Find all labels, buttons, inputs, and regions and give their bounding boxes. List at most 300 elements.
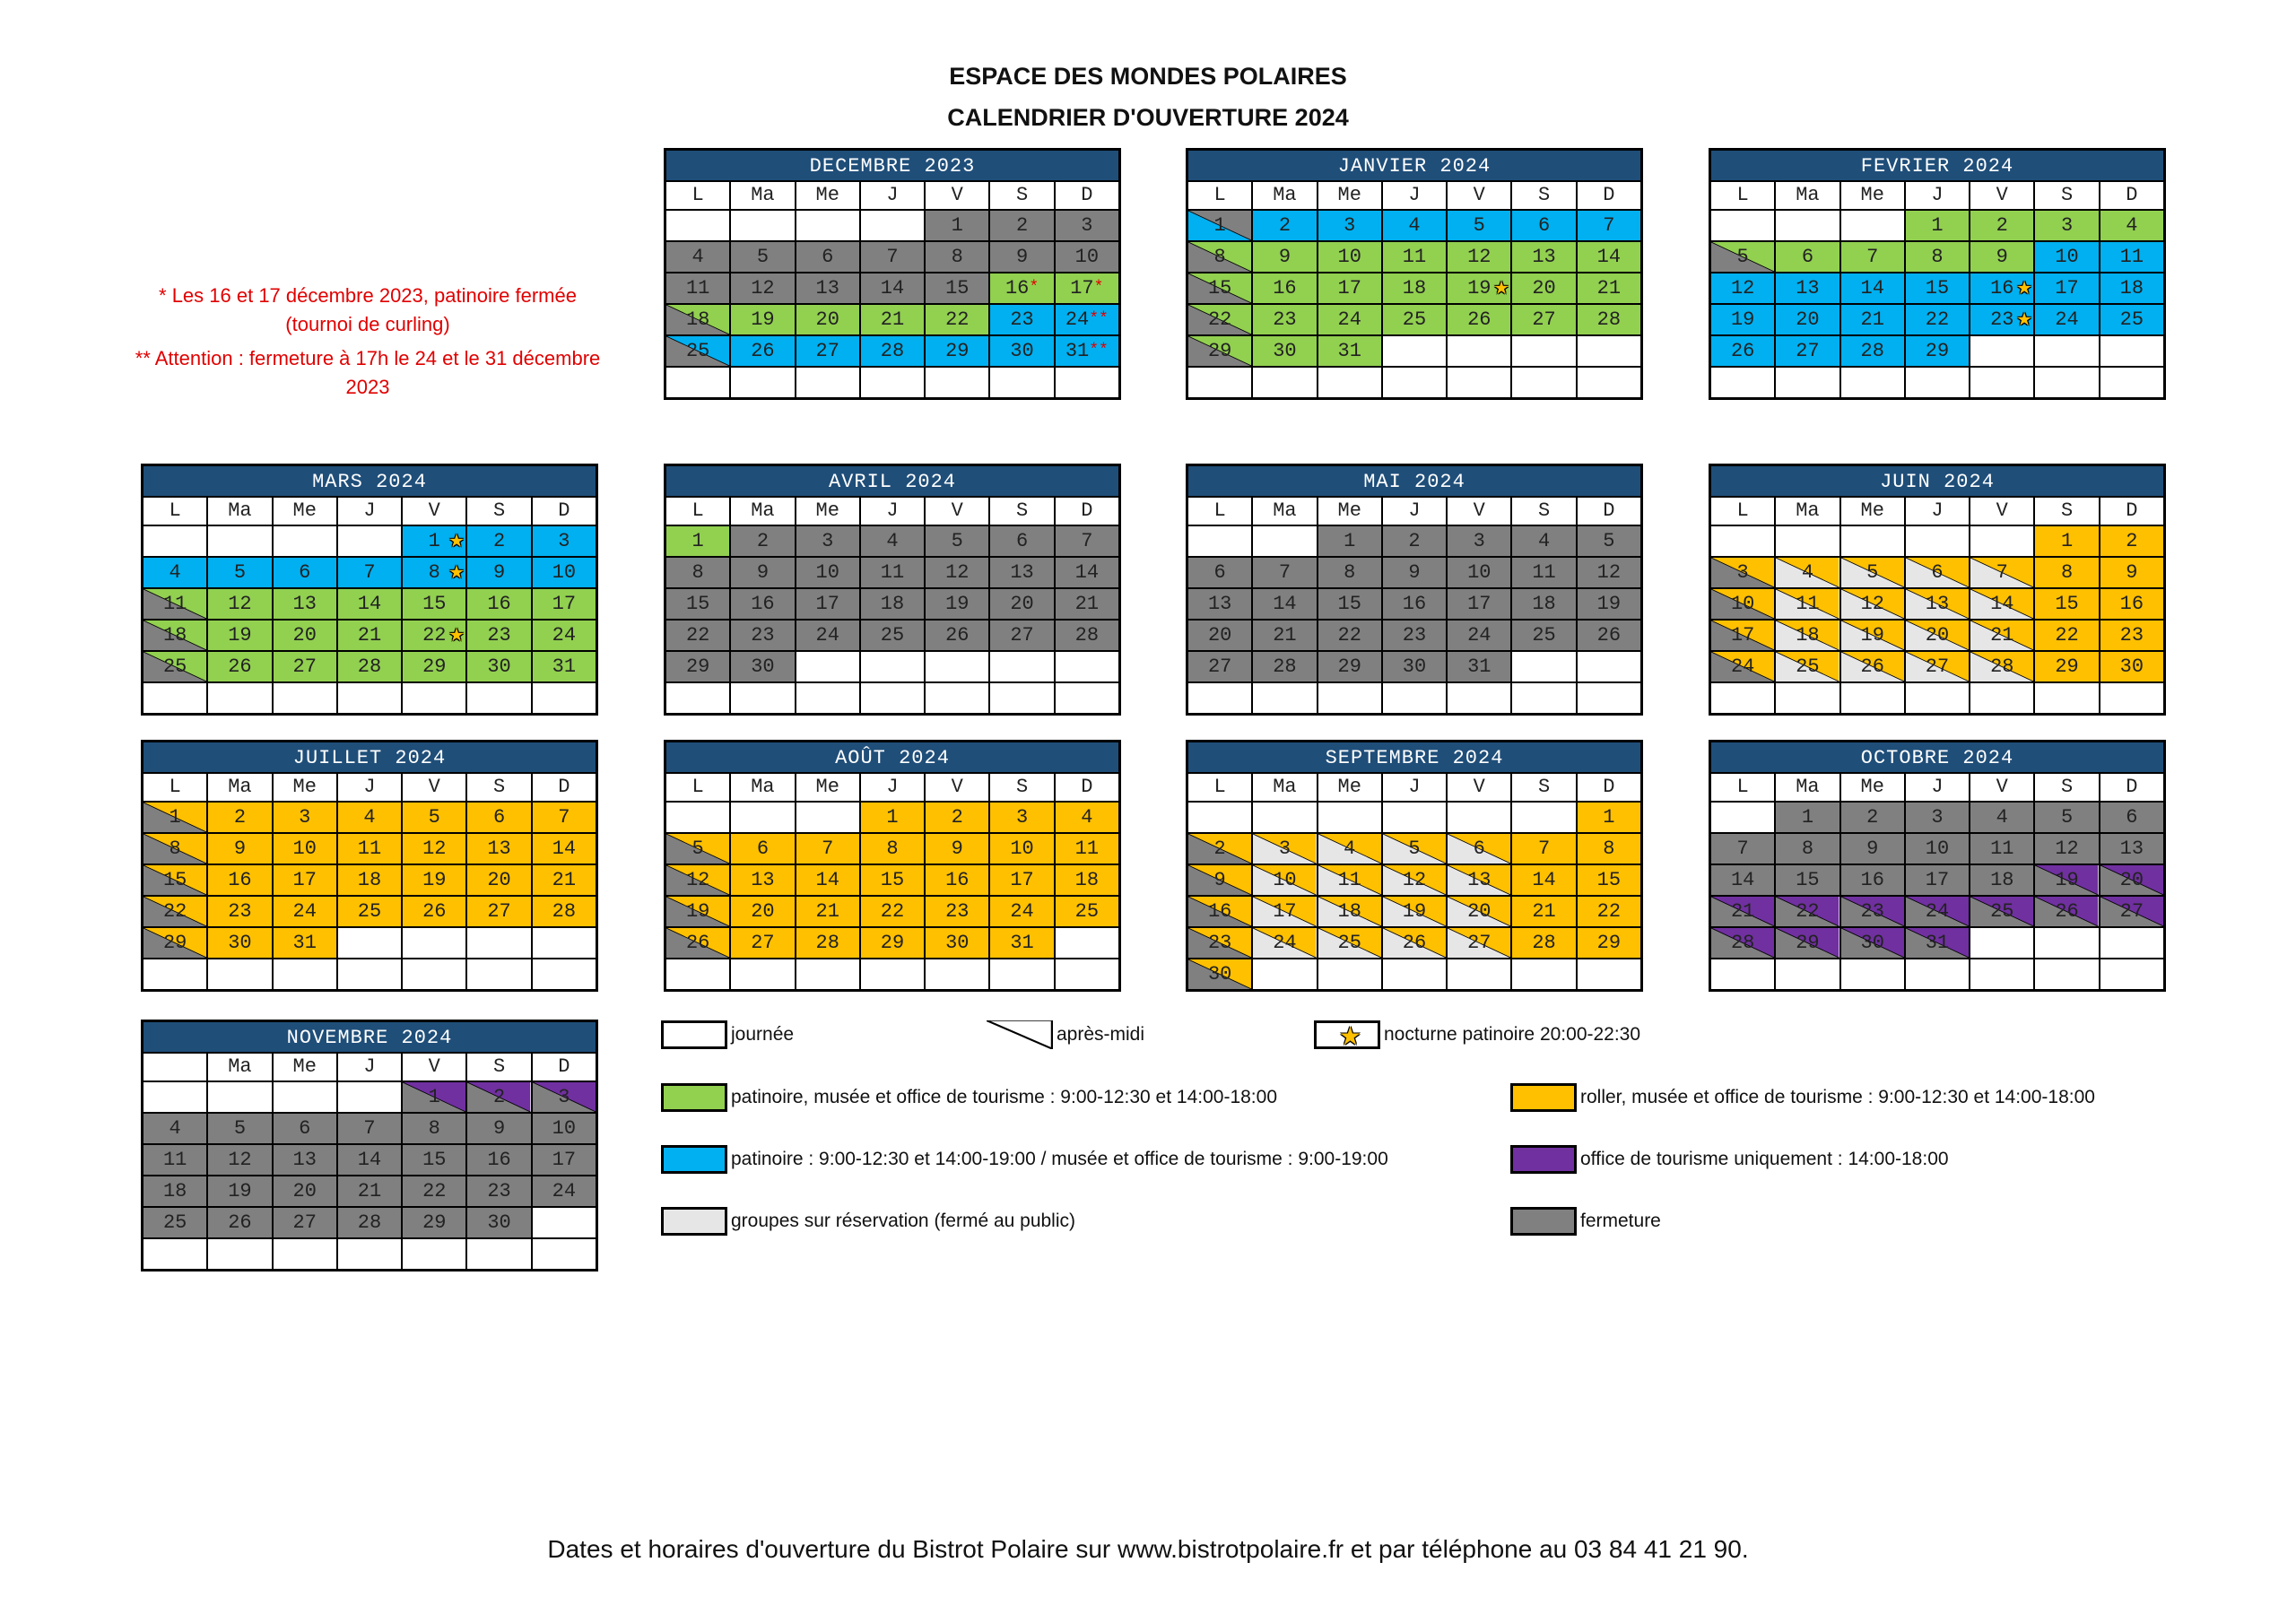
day-number: 26 [1467, 308, 1492, 331]
day-number: 5 [1473, 214, 1485, 237]
day-cell [2100, 211, 2163, 240]
day-cell [274, 558, 336, 587]
day-cell [1383, 621, 1446, 650]
weekday-header: D [2100, 498, 2163, 525]
day-number: 8 [951, 246, 963, 268]
weekday-header: Me [274, 774, 336, 801]
day-cell [1318, 336, 1381, 366]
day-cell [731, 305, 794, 334]
day-number: 23 [1860, 900, 1884, 923]
day-number: 10 [552, 561, 577, 584]
day-cell [666, 589, 729, 619]
day-number: 22 [685, 624, 710, 647]
day-cell [666, 865, 729, 895]
note-marker: ** [1089, 342, 1109, 360]
legend-grey [1510, 1207, 1661, 1236]
day-number: 11 [685, 277, 710, 299]
empty-day-cell [1056, 652, 1118, 681]
day-number: 20 [751, 900, 775, 923]
day-number: 15 [2055, 593, 2079, 615]
day-cell [208, 558, 271, 587]
day-cell [1578, 211, 1640, 240]
day-number: 17 [2055, 277, 2079, 299]
day-cell [403, 526, 465, 556]
weekday-header: S [2035, 182, 2098, 209]
day-number: 6 [822, 246, 834, 268]
day-number: 20 [1532, 277, 1556, 299]
day-number: 24 [815, 624, 839, 647]
weekday-header: J [338, 774, 401, 801]
month-calendar [664, 464, 1121, 716]
day-number: 14 [1730, 869, 1755, 891]
day-number: 18 [685, 308, 710, 331]
day-number: 4 [886, 530, 899, 552]
day-number: 21 [1273, 624, 1297, 647]
day-number: 7 [1603, 214, 1615, 237]
day-number: 10 [815, 561, 839, 584]
day-cell [990, 865, 1053, 895]
day-number: 6 [492, 806, 506, 829]
empty-day-cell [144, 1239, 206, 1269]
empty-day-cell [861, 959, 924, 989]
day-cell [1776, 865, 1839, 895]
day-cell [467, 1208, 530, 1237]
weekday-header: V [1970, 182, 2033, 209]
weekday-header: D [1056, 774, 1118, 801]
day-number: 24 [1065, 308, 1090, 331]
day-cell [403, 1145, 465, 1175]
empty-day-cell [2035, 928, 2098, 958]
day-cell [533, 865, 596, 895]
empty-day-cell [666, 959, 729, 989]
day-number: 21 [1074, 593, 1100, 615]
day-number: 15 [1207, 277, 1232, 299]
empty-day-cell [533, 928, 596, 958]
day-number: 14 [1596, 246, 1622, 268]
month-title: AVRIL 2024 [664, 464, 1121, 496]
day-number: 29 [880, 932, 905, 954]
day-number: 27 [292, 1211, 317, 1234]
day-number: 11 [357, 838, 382, 860]
weekday-header: V [926, 498, 988, 525]
empty-day-cell [990, 959, 1053, 989]
day-cell [144, 621, 206, 650]
day-number: 26 [945, 624, 970, 647]
day-number: 20 [2119, 869, 2144, 891]
day-number: 27 [1925, 655, 1950, 678]
day-cell [2035, 305, 2098, 334]
weekday-header: V [926, 774, 988, 801]
weekday-header: Me [1841, 774, 1904, 801]
month-title: MAI 2024 [1186, 464, 1643, 496]
month-calendar [1186, 740, 1643, 992]
legend-green-swatch [661, 1083, 727, 1112]
weekday-header: J [1906, 774, 1969, 801]
day-number: 18 [1990, 869, 2014, 891]
day-cell [1056, 621, 1118, 650]
empty-day-cell [1906, 959, 1969, 989]
day-number: 12 [228, 593, 252, 615]
day-number: 31 [1337, 340, 1361, 362]
day-cell [2100, 558, 2163, 587]
day-number: 12 [1860, 593, 1884, 615]
legend-grey-label: fermeture [1580, 1211, 1661, 1231]
day-cell [2035, 273, 2098, 303]
day-cell [467, 1176, 530, 1206]
day-number: 15 [1796, 869, 1820, 891]
day-cell [274, 1208, 336, 1237]
day-number: 18 [357, 869, 382, 891]
day-cell [274, 897, 336, 926]
month-title: AOÛT 2024 [664, 740, 1121, 772]
weekday-header: L [666, 774, 729, 801]
day-number: 24 [552, 624, 577, 647]
legend-blue-swatch [661, 1145, 727, 1174]
day-number: 7 [1736, 838, 1749, 860]
day-number: 21 [815, 900, 839, 923]
day-number: 22 [1596, 900, 1622, 923]
day-cell [2100, 621, 2163, 650]
day-number: 21 [1860, 308, 1884, 331]
empty-day-cell [338, 928, 401, 958]
day-cell [2100, 589, 2163, 619]
day-number: 19 [2055, 869, 2079, 891]
empty-day-cell [926, 652, 988, 681]
empty-day-cell [1711, 803, 1774, 832]
day-number: 16 [1273, 277, 1297, 299]
day-cell [1188, 273, 1251, 303]
day-cell [990, 558, 1053, 587]
day-cell [731, 589, 794, 619]
day-number: 4 [1996, 806, 2008, 829]
empty-day-cell [1711, 211, 1774, 240]
day-cell [1970, 621, 2033, 650]
month-calendar [1186, 148, 1643, 400]
day-number: 25 [357, 900, 382, 923]
day-number: 29 [2055, 655, 2079, 678]
day-cell [2035, 621, 2098, 650]
day-number: 19 [1596, 593, 1622, 615]
day-number: 30 [1860, 932, 1884, 954]
day-number: 19 [228, 1180, 252, 1202]
day-cell [208, 803, 271, 832]
weekday-header: L [144, 774, 206, 801]
day-cell [1711, 652, 1774, 681]
day-number: 15 [1337, 593, 1361, 615]
empty-day-cell [1448, 959, 1510, 989]
empty-day-cell [338, 683, 401, 713]
day-cell [1448, 273, 1510, 303]
empty-day-cell [2035, 368, 2098, 397]
day-cell [338, 589, 401, 619]
weekday-header: L [1711, 498, 1774, 525]
day-number: 25 [1532, 624, 1556, 647]
day-cell [1253, 589, 1316, 619]
empty-day-cell [208, 526, 271, 556]
weekday-header: Me [1841, 182, 1904, 209]
day-cell [1711, 589, 1774, 619]
empty-day-cell [1188, 803, 1251, 832]
day-cell [926, 589, 988, 619]
day-number: 12 [422, 838, 447, 860]
day-number: 22 [422, 624, 447, 647]
day-number: 17 [1070, 277, 1094, 299]
day-number: 4 [1801, 561, 1814, 584]
day-cell [1253, 621, 1316, 650]
day-cell [1056, 834, 1118, 864]
day-number: 30 [945, 932, 970, 954]
month-title: JUIN 2024 [1709, 464, 2166, 496]
weekday-header: Me [274, 1054, 336, 1081]
day-number: 24 [1467, 624, 1492, 647]
day-cell [926, 803, 988, 832]
day-number: 20 [292, 624, 317, 647]
day-number: 13 [815, 277, 839, 299]
day-cell [1318, 621, 1381, 650]
day-cell [1906, 589, 1969, 619]
day-cell [533, 1176, 596, 1206]
day-cell [1383, 897, 1446, 926]
day-number: 8 [1801, 838, 1814, 860]
weekday-header: Ma [1776, 774, 1839, 801]
day-cell [1318, 865, 1381, 895]
day-cell [1318, 526, 1381, 556]
day-number: 30 [751, 655, 775, 678]
day-number: 18 [2119, 277, 2144, 299]
day-number: 9 [233, 838, 247, 860]
day-cell [144, 834, 206, 864]
day-number: 28 [1860, 340, 1884, 362]
day-cell [2100, 273, 2163, 303]
day-cell [1841, 928, 1904, 958]
month-title: FEVRIER 2024 [1709, 148, 2166, 180]
day-cell [274, 1114, 336, 1143]
legend-apres-midi-label: après-midi [1057, 1024, 1145, 1045]
empty-day-cell [1253, 683, 1316, 713]
day-number: 25 [1990, 900, 2014, 923]
day-number: 11 [1990, 838, 2014, 860]
day-number: 10 [1467, 561, 1492, 584]
day-number: 8 [1931, 246, 1944, 268]
empty-day-cell [1383, 336, 1446, 366]
day-number: 24 [1337, 308, 1361, 331]
day-number: 21 [880, 308, 905, 331]
month-grid [1709, 772, 2166, 992]
day-cell [2035, 242, 2098, 272]
day-cell [1841, 273, 1904, 303]
weekday-header: Ma [1776, 182, 1839, 209]
day-cell [467, 621, 530, 650]
day-cell [731, 652, 794, 681]
day-cell [1841, 336, 1904, 366]
day-cell [731, 621, 794, 650]
day-cell [1512, 558, 1575, 587]
day-cell [1448, 928, 1510, 958]
day-cell [1253, 336, 1316, 366]
day-number: 1 [169, 806, 181, 829]
day-cell [731, 558, 794, 587]
day-cell [666, 834, 729, 864]
day-number: 11 [162, 1149, 187, 1171]
day-number: 28 [1273, 655, 1297, 678]
day-number: 8 [1344, 561, 1356, 584]
day-cell [926, 621, 988, 650]
day-cell [1512, 928, 1575, 958]
month-grid [664, 180, 1121, 400]
day-number: 13 [1925, 593, 1950, 615]
empty-day-cell [403, 683, 465, 713]
day-cell [1970, 558, 2033, 587]
day-number: 23 [945, 900, 970, 923]
month-grid [1186, 772, 1643, 992]
day-cell [1448, 897, 1510, 926]
day-cell [338, 1208, 401, 1237]
day-cell [274, 652, 336, 681]
day-number: 5 [756, 246, 770, 268]
day-number: 7 [822, 838, 834, 860]
day-cell [1970, 865, 2033, 895]
day-cell [1711, 928, 1774, 958]
day-number: 13 [292, 1149, 317, 1171]
note-marker: ** [1089, 310, 1109, 328]
day-cell [1512, 621, 1575, 650]
weekday-header: Ma [1776, 498, 1839, 525]
day-cell [1841, 242, 1904, 272]
day-cell [1383, 211, 1446, 240]
empty-day-cell [1448, 683, 1510, 713]
day-number: 23 [2119, 624, 2144, 647]
day-cell [796, 336, 859, 366]
weekday-header: J [338, 498, 401, 525]
day-cell [467, 558, 530, 587]
day-cell [1970, 211, 2033, 240]
day-cell [990, 526, 1053, 556]
day-number: 29 [1596, 932, 1622, 954]
day-cell [990, 336, 1053, 366]
day-number: 6 [1473, 838, 1485, 860]
day-number: 25 [880, 624, 905, 647]
empty-day-cell [338, 1082, 401, 1112]
day-cell [1253, 897, 1316, 926]
day-number: 4 [2126, 214, 2138, 237]
weekday-header: D [2100, 774, 2163, 801]
month-title: SEPTEMBRE 2024 [1186, 740, 1643, 772]
empty-day-cell [731, 959, 794, 989]
day-cell [2100, 305, 2163, 334]
empty-day-cell [1188, 368, 1251, 397]
day-cell [1512, 834, 1575, 864]
day-cell [1841, 621, 1904, 650]
day-cell [208, 652, 271, 681]
empty-day-cell [731, 803, 794, 832]
day-cell [533, 834, 596, 864]
note-marker: * [1093, 279, 1104, 297]
day-cell [1512, 589, 1575, 619]
day-cell [666, 652, 729, 681]
day-number: 25 [685, 340, 710, 362]
empty-day-cell [1776, 211, 1839, 240]
weekday-header: Me [1318, 774, 1381, 801]
day-number: 6 [299, 1117, 311, 1140]
day-number: 2 [1996, 214, 2008, 237]
month-calendar [664, 740, 1121, 992]
legend-light-label: groupes sur réservation (fermé au public) [731, 1211, 1076, 1231]
empty-day-cell [990, 368, 1053, 397]
empty-day-cell [1383, 368, 1446, 397]
day-number: 30 [228, 932, 252, 954]
day-number: 7 [886, 246, 899, 268]
empty-day-cell [533, 1239, 596, 1269]
day-cell [1056, 273, 1118, 303]
day-cell [926, 211, 988, 240]
day-cell [208, 928, 271, 958]
day-cell [1188, 589, 1251, 619]
empty-day-cell [1970, 928, 2033, 958]
day-cell [926, 928, 988, 958]
day-number: 4 [1408, 214, 1421, 237]
day-cell [1188, 336, 1251, 366]
day-number: 2 [1408, 530, 1421, 552]
day-cell [2035, 211, 2098, 240]
calendar-subtitle: CALENDRIER D'OUVERTURE 2024 [947, 104, 1349, 131]
empty-day-cell [731, 211, 794, 240]
day-cell [338, 1114, 401, 1143]
day-number: 15 [1925, 277, 1950, 299]
day-number: 19 [422, 869, 447, 891]
weekday-header: L [1711, 774, 1774, 801]
day-cell [926, 273, 988, 303]
day-cell [403, 803, 465, 832]
day-cell [1056, 526, 1118, 556]
day-number: 20 [1925, 624, 1950, 647]
day-cell [1448, 652, 1510, 681]
day-number: 1 [428, 1086, 440, 1108]
day-cell [1448, 834, 1510, 864]
day-cell [2100, 242, 2163, 272]
day-number: 10 [2055, 246, 2079, 268]
day-number: 19 [228, 624, 252, 647]
weekday-header: Me [1841, 498, 1904, 525]
day-number: 28 [552, 900, 577, 923]
day-cell [1318, 928, 1381, 958]
day-cell [861, 273, 924, 303]
day-number: 5 [2060, 806, 2074, 829]
day-number: 14 [1074, 561, 1100, 584]
day-number: 5 [233, 1117, 247, 1140]
star-icon: ★ [448, 559, 465, 586]
day-cell [338, 621, 401, 650]
day-number: 2 [492, 530, 506, 552]
day-number: 7 [363, 561, 376, 584]
empty-day-cell [861, 683, 924, 713]
day-cell [1711, 865, 1774, 895]
legend-purple-label: office de tourisme uniquement : 14:00-18:00 [1580, 1149, 1949, 1169]
day-number: 10 [1074, 246, 1100, 268]
day-cell [144, 897, 206, 926]
day-cell [533, 652, 596, 681]
day-number: 10 [1337, 246, 1361, 268]
legend-journee-swatch [661, 1020, 727, 1049]
weekday-header: V [1448, 498, 1510, 525]
day-cell [208, 589, 271, 619]
day-number: 3 [558, 530, 570, 552]
day-number: 29 [685, 655, 710, 678]
day-cell [796, 865, 859, 895]
day-cell [861, 865, 924, 895]
day-number: 4 [169, 1117, 181, 1140]
legend-nocturne [1314, 1020, 1640, 1049]
day-number: 20 [815, 308, 839, 331]
